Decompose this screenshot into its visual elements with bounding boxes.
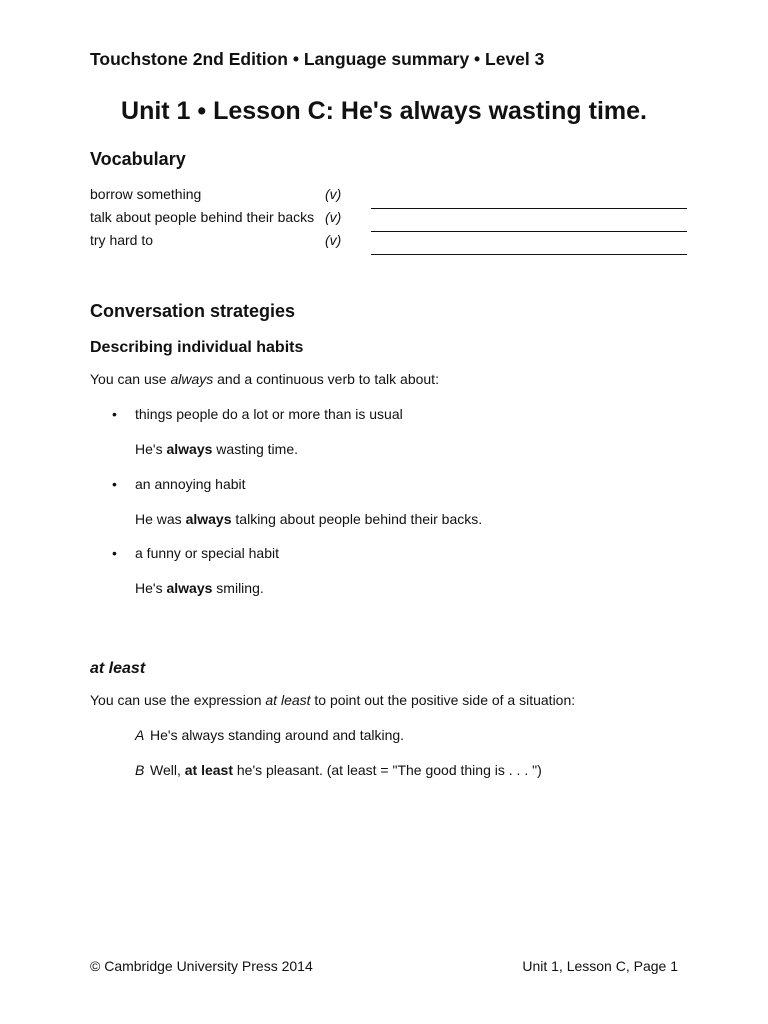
habits-intro: You can use always and a continuous verb to talk about: xyxy=(90,371,439,387)
footer-copyright: © Cambridge University Press 2014 xyxy=(90,958,313,974)
speaker-label: B xyxy=(135,762,145,778)
vocab-answer-line[interactable] xyxy=(371,231,687,232)
vocab-term: borrow something xyxy=(90,186,202,202)
vocab-part-of-speech: (v) xyxy=(325,232,342,248)
conversation-strategies-heading: Conversation strategies xyxy=(90,301,296,321)
habit-bullet: a funny or special habit xyxy=(135,545,279,561)
at-least-subheading: at least xyxy=(90,660,146,677)
bullet-glyph: • xyxy=(112,545,117,561)
habit-example: He's always smiling. xyxy=(135,580,264,596)
document-header: Touchstone 2nd Edition • Language summary • Level 3 xyxy=(90,49,545,69)
bullet-glyph: • xyxy=(112,476,117,492)
habit-bullet: things people do a lot or more than is usual xyxy=(135,406,403,422)
conversation-line: He's always standing around and talking. xyxy=(150,727,405,743)
vocab-term: try hard to xyxy=(90,232,154,248)
vocab-term: talk about people behind their backs xyxy=(90,209,315,225)
conversation-line: Well, at least he's pleasant. (at least = "The good thing is . . . ") xyxy=(150,762,542,778)
vocab-answer-line[interactable] xyxy=(371,208,687,209)
vocabulary-heading: Vocabulary xyxy=(90,149,186,169)
habits-subheading: Describing individual habits xyxy=(90,339,304,356)
vocab-part-of-speech: (v) xyxy=(325,186,342,202)
habit-example: He was always talking about people behind their backs. xyxy=(135,511,483,527)
vocab-answer-line[interactable] xyxy=(371,254,687,255)
vocab-part-of-speech: (v) xyxy=(325,209,342,225)
at-least-intro: You can use the expression at least to point out the positive side of a situation: xyxy=(90,692,576,708)
footer-page-reference: Unit 1, Lesson C, Page 1 xyxy=(522,958,678,974)
speaker-label: A xyxy=(135,727,145,743)
bullet-glyph: • xyxy=(112,406,117,422)
habit-bullet: an annoying habit xyxy=(135,476,246,492)
page-title: Unit 1 • Lesson C: He's always wasting time. xyxy=(121,97,647,125)
habit-example: He's always wasting time. xyxy=(135,441,298,457)
